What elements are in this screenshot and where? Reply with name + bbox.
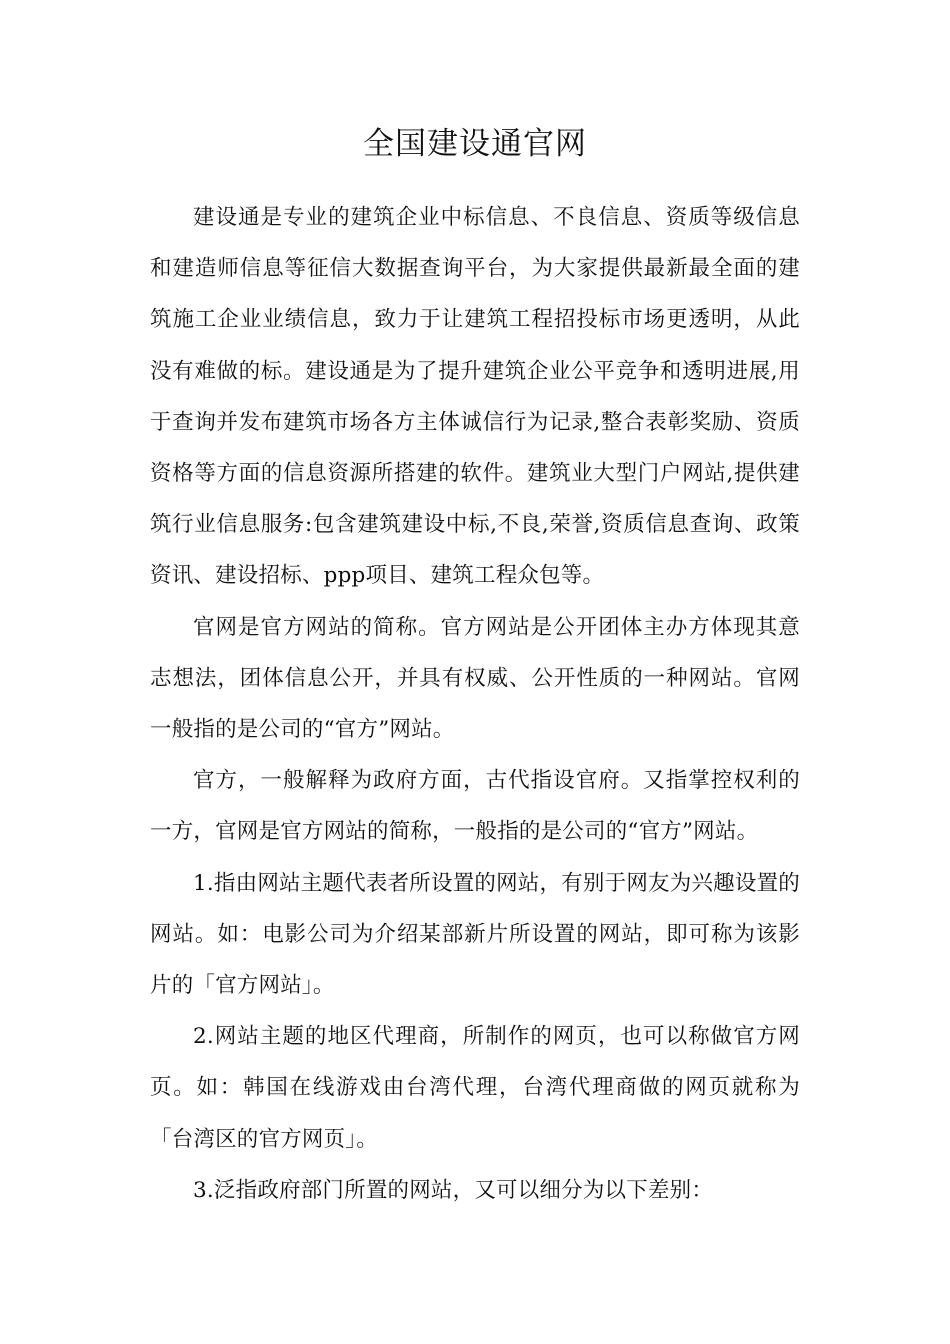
paragraph-item-1: 1.指由网站主题代表者所设置的网站，有别于网友为兴趣设置的网站。如：电影公司为介绍某部新片所设置的网站，即可称为该影片的「官方网站」。 [150, 870, 800, 999]
paragraph-definition: 官网是官方网站的简称。官方网站是公开团体主办方体现其意志想法，团体信息公开，并具有权威、公开性质的一种网站。官网一般指的是公司的“官方”网站。 [150, 614, 800, 743]
document-title: 全国建设通官网 [363, 126, 587, 162]
paragraph-item-2: 2.网站主题的地区代理商，所制作的网页，也可以称做官方网页。如：韩国在线游戏由台湾代理，台湾代理商做的网页就称为「台湾区的官方网页」。 [150, 1024, 800, 1152]
paragraph-item-3: 3.泛指政府部门所置的网站，又可以细分为以下差别： [193, 1177, 714, 1203]
paragraph-official-meaning: 官方，一般解释为政府方面，古代指设官府。又指掌控权利的一方，官网是官方网站的简称，一般指的是公司的“官方”网站。 [150, 768, 800, 845]
paragraph-intro: 建设通是专业的建筑企业中标信息、不良信息、资质等级信息和建造师信息等征信大数据查询平台，为大家提供最新最全面的建筑施工企业业绩信息，致力于让建筑工程招投标市场更透明，从此没有难做的标。建设通是为了提升建筑企业公平竞争和透明进展,用于查询并发布建筑市场各方主体诚信行为记录,整合表彰奖励、资质资格等方面的信息资源所搭建的软件。建筑业大型门户网站,提供建筑行业信息服务:包含建筑建设中标,不良,荣誉,资质信息查询、政策资讯、建设招标、ppp项目、建筑工程众包等。 [150, 205, 800, 589]
